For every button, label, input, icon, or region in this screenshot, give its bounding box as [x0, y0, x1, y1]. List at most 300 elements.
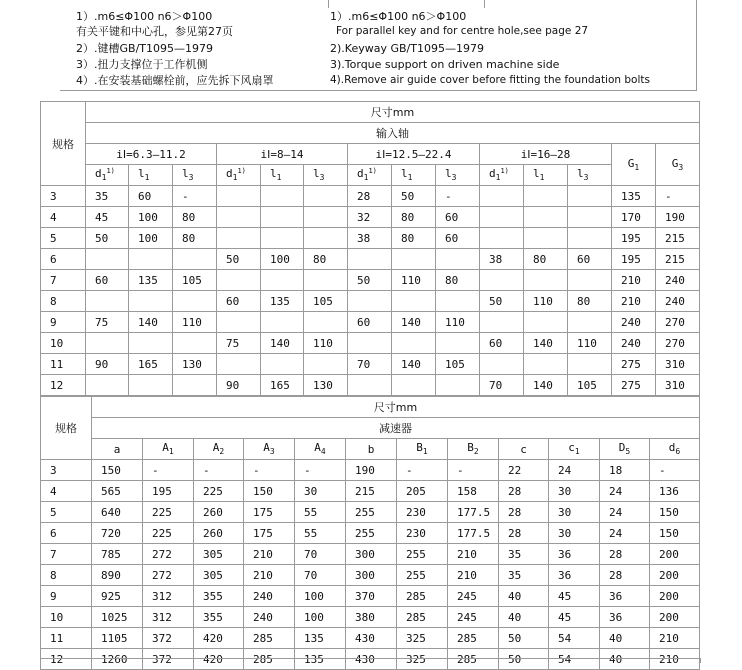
table-cell: 240 [612, 333, 656, 354]
ratio-group-header: iⅠ=6.3—11.2 [86, 144, 217, 165]
table-row [41, 249, 700, 270]
table-cell: 240 [244, 586, 295, 607]
table-cell: 24 [600, 523, 650, 544]
l3-header [436, 165, 480, 186]
row-spec: 9 [41, 586, 92, 607]
table-cell [217, 354, 261, 375]
table-cell: 785 [92, 544, 143, 565]
table-cell [304, 228, 348, 249]
table-cell [348, 375, 392, 396]
row-spec: 4 [41, 481, 92, 502]
table-cell: 245 [448, 607, 499, 628]
column-sub: 4 [320, 447, 326, 457]
table-cell [261, 186, 304, 207]
table-cell: 60 [86, 270, 129, 291]
table-cell: 54 [549, 628, 600, 649]
table-row [41, 460, 700, 481]
table-cell [480, 207, 524, 228]
d1-sup: 1) [237, 167, 246, 176]
table-cell: 255 [397, 565, 448, 586]
d1-sub: 1 [101, 173, 107, 183]
table-cell: - [650, 460, 700, 481]
table-cell [86, 291, 129, 312]
table-cell: 195 [143, 481, 194, 502]
table-cell: 275 [612, 375, 656, 396]
table-cell: 210 [650, 649, 700, 670]
l1-sub: 1 [407, 173, 413, 183]
note-en-2: 2).Keyway GB/T1095—1979 [330, 42, 484, 55]
table-cell: 90 [217, 375, 261, 396]
spec-header: 规格 [41, 102, 86, 186]
table-cell: 30 [549, 481, 600, 502]
l1-header [261, 165, 304, 186]
table-cell: - [436, 186, 480, 207]
table-cell [524, 270, 568, 291]
table-cell: 177.5 [448, 523, 499, 544]
d1-header [86, 165, 129, 186]
table-cell: 300 [346, 544, 397, 565]
table-cell: 70 [348, 354, 392, 375]
table-cell [304, 207, 348, 228]
table-cell [217, 207, 261, 228]
reducer-table [40, 396, 700, 670]
table-cell: 60 [568, 249, 612, 270]
table-cell: 50 [499, 628, 549, 649]
table-cell: 80 [568, 291, 612, 312]
column-header [295, 439, 346, 460]
table-cell: 75 [86, 312, 129, 333]
table-cell: 24 [549, 460, 600, 481]
table-row [41, 186, 700, 207]
table-cell: 30 [549, 502, 600, 523]
table-cell: 40 [600, 649, 650, 670]
table-cell: 140 [392, 312, 436, 333]
table-cell: 38 [480, 249, 524, 270]
column-sub: 5 [625, 447, 631, 457]
table-cell: 370 [346, 586, 397, 607]
table-row [41, 607, 700, 628]
table-cell: 325 [397, 628, 448, 649]
table-cell: 890 [92, 565, 143, 586]
table-cell: 60 [436, 228, 480, 249]
table-cell: 55 [295, 502, 346, 523]
note-cn-2: 2）.键槽GB/T1095—1979 [76, 42, 213, 55]
l3-main: l [445, 167, 452, 181]
table-cell: 135 [295, 628, 346, 649]
g1-sub: 1 [634, 163, 640, 173]
table-cell: 210 [244, 544, 295, 565]
d1-header [348, 165, 392, 186]
note-cn-4: 4）.在安装基础螺栓前，应先拆下风扇罩 [76, 74, 274, 87]
table-cell: 200 [650, 565, 700, 586]
l3-header [568, 165, 612, 186]
table-cell [568, 354, 612, 375]
table-cell [304, 270, 348, 291]
table-cell: 135 [612, 186, 656, 207]
table-cell: 240 [656, 291, 700, 312]
table-cell: 150 [650, 502, 700, 523]
table-row [41, 481, 700, 502]
ratio-group-header: iⅠ=12.5—22.4 [348, 144, 480, 165]
table-cell [348, 333, 392, 354]
table-cell: 140 [129, 312, 173, 333]
table-cell: 565 [92, 481, 143, 502]
table-cell: 640 [92, 502, 143, 523]
table-cell: 205 [397, 481, 448, 502]
l1-main: l [138, 167, 145, 181]
table-cell [173, 333, 217, 354]
table-cell: - [448, 460, 499, 481]
d1-sup: 1) [500, 167, 509, 176]
table-cell: 177.5 [448, 502, 499, 523]
table-row [41, 375, 700, 396]
table-cell [261, 312, 304, 333]
table-cell: 372 [143, 628, 194, 649]
table-cell: 80 [392, 207, 436, 228]
row-spec: 12 [41, 375, 86, 396]
table-cell: 28 [348, 186, 392, 207]
table-cell: 925 [92, 586, 143, 607]
table-cell: 35 [86, 186, 129, 207]
table-cell: 22 [499, 460, 549, 481]
table-cell: 50 [86, 228, 129, 249]
table-cell: 100 [129, 207, 173, 228]
table-cell: 80 [392, 228, 436, 249]
table-cell [524, 354, 568, 375]
table-cell: 355 [194, 586, 244, 607]
l1-main: l [533, 167, 540, 181]
l3-main: l [182, 167, 189, 181]
d1-sub: 1 [232, 173, 238, 183]
table-cell: 50 [348, 270, 392, 291]
table-cell [129, 375, 173, 396]
table-cell: 430 [346, 649, 397, 670]
table-cell: 18 [600, 460, 650, 481]
next-table-edge [40, 658, 701, 663]
table-cell: 240 [612, 312, 656, 333]
row-spec: 11 [41, 354, 86, 375]
column-main: a [113, 442, 121, 456]
table-cell [261, 228, 304, 249]
column-main: A [314, 441, 321, 455]
column-sub: 2 [219, 447, 225, 457]
table-cell: 100 [261, 249, 304, 270]
note-en-4: 4).Remove air guide cover before fitting the foundation bolts [330, 74, 650, 86]
table-cell [261, 207, 304, 228]
column-main: b [367, 442, 375, 456]
g3-main: G [671, 156, 679, 170]
l1-main: l [270, 167, 277, 181]
table-cell [524, 207, 568, 228]
dimension-header: 尺寸mm [86, 102, 700, 123]
table-cell [129, 333, 173, 354]
table-cell: 140 [261, 333, 304, 354]
l3-sub: 3 [319, 173, 325, 183]
table-cell: 80 [524, 249, 568, 270]
table-cell: 215 [656, 249, 700, 270]
table-cell: 110 [304, 333, 348, 354]
column-main: d [668, 441, 676, 455]
row-spec: 12 [41, 649, 92, 670]
table-cell: 60 [480, 333, 524, 354]
l1-header [524, 165, 568, 186]
table-cell: 105 [304, 291, 348, 312]
table-cell: 35 [499, 544, 549, 565]
d1-main: d [489, 167, 496, 181]
table-cell [568, 270, 612, 291]
table-cell: 110 [436, 312, 480, 333]
table-row [41, 333, 700, 354]
table-cell [392, 249, 436, 270]
column-main: c [568, 441, 575, 455]
table-cell: 215 [656, 228, 700, 249]
column-sub: 1 [422, 447, 428, 457]
l3-sub: 3 [451, 173, 457, 183]
table-row [41, 628, 700, 649]
table-cell: 38 [348, 228, 392, 249]
l3-sub: 3 [583, 173, 589, 183]
table-row [41, 291, 700, 312]
table-cell: 270 [656, 312, 700, 333]
row-spec: 11 [41, 628, 92, 649]
table-cell [524, 228, 568, 249]
table-cell: 240 [656, 270, 700, 291]
table-cell: 215 [346, 481, 397, 502]
column-main: A [263, 441, 270, 455]
column-sub: 1 [168, 447, 174, 457]
table-cell: 270 [656, 333, 700, 354]
table-cell: 28 [499, 502, 549, 523]
row-spec: 5 [41, 228, 86, 249]
table-cell: 285 [397, 586, 448, 607]
l1-main: l [401, 167, 408, 181]
table-cell: 170 [612, 207, 656, 228]
table-cell: 30 [549, 523, 600, 544]
column-header [92, 439, 143, 460]
table-cell: 210 [612, 270, 656, 291]
table-cell: 70 [295, 544, 346, 565]
table-cell: 420 [194, 628, 244, 649]
note-en-3: 3).Torque support on driven machine side [330, 58, 560, 71]
table-cell: 225 [143, 502, 194, 523]
table-cell: 285 [244, 649, 295, 670]
column-header [650, 439, 700, 460]
table-cell: 90 [86, 354, 129, 375]
table-cell [480, 270, 524, 291]
table-cell [524, 186, 568, 207]
table-cell [173, 291, 217, 312]
table-cell: 50 [480, 291, 524, 312]
table-cell: 190 [656, 207, 700, 228]
table-cell [86, 375, 129, 396]
table-cell: 355 [194, 607, 244, 628]
table-cell: 200 [650, 607, 700, 628]
table-cell: 60 [348, 312, 392, 333]
notes-divider [328, 0, 329, 8]
table-cell: 135 [129, 270, 173, 291]
note-en-1b: For parallel key and for centre hole,see page 27 [336, 25, 589, 37]
table-cell [436, 249, 480, 270]
table-cell: 310 [656, 354, 700, 375]
table-row [41, 502, 700, 523]
table-cell: 165 [129, 354, 173, 375]
row-spec: 6 [41, 523, 92, 544]
g3-sub: 3 [678, 163, 684, 173]
row-spec: 3 [41, 460, 92, 481]
table-cell: 225 [143, 523, 194, 544]
table-cell: 36 [549, 565, 600, 586]
table-cell: 245 [448, 586, 499, 607]
table-cell [480, 354, 524, 375]
table-cell: 190 [346, 460, 397, 481]
table-cell: 36 [600, 586, 650, 607]
table-cell [86, 249, 129, 270]
column-main: D [618, 441, 626, 455]
table-cell: 372 [143, 649, 194, 670]
table-cell: 60 [217, 291, 261, 312]
table-cell: 100 [129, 228, 173, 249]
table-cell [480, 312, 524, 333]
table-cell: 60 [436, 207, 480, 228]
l1-sub: 1 [276, 173, 282, 183]
table-cell: 40 [499, 586, 549, 607]
g1-header [612, 144, 656, 186]
g1-main: G [627, 156, 635, 170]
g3-header [656, 144, 700, 186]
d1-header [480, 165, 524, 186]
table-cell: 310 [656, 375, 700, 396]
table-cell [129, 249, 173, 270]
l3-header [173, 165, 217, 186]
row-spec: 7 [41, 270, 86, 291]
table-row [41, 228, 700, 249]
table-cell: 305 [194, 565, 244, 586]
table-cell: 240 [244, 607, 295, 628]
table-cell [480, 228, 524, 249]
table-cell: 70 [295, 565, 346, 586]
column-sub: 2 [473, 447, 479, 457]
table-cell: 45 [549, 586, 600, 607]
table-cell: 140 [524, 333, 568, 354]
table-cell: 200 [650, 586, 700, 607]
table-cell: 300 [346, 565, 397, 586]
table-cell: 136 [650, 481, 700, 502]
table-cell: 80 [173, 207, 217, 228]
table-cell [129, 291, 173, 312]
table-cell: 28 [600, 565, 650, 586]
column-main: B [467, 441, 474, 455]
table-cell: 36 [549, 544, 600, 565]
table-cell: 225 [194, 481, 244, 502]
input-shaft-header: 输入轴 [86, 123, 700, 144]
table-cell: 210 [244, 565, 295, 586]
table-cell: 135 [295, 649, 346, 670]
table-cell [304, 354, 348, 375]
table-cell [436, 291, 480, 312]
table-cell: 55 [295, 523, 346, 544]
note-cn-1: 1）.m6≤Φ100 n6＞Φ100 [76, 10, 213, 23]
table-cell [568, 207, 612, 228]
l1-sub: 1 [144, 173, 150, 183]
table-cell: - [244, 460, 295, 481]
d1-sup: 1) [106, 167, 115, 176]
table-cell: 275 [612, 354, 656, 375]
table-cell: 272 [143, 544, 194, 565]
row-spec: 5 [41, 502, 92, 523]
table-row [41, 270, 700, 291]
ratio-group-header: iⅠ=8—14 [217, 144, 348, 165]
table-cell: 312 [143, 586, 194, 607]
table-cell: 305 [194, 544, 244, 565]
table-cell [261, 354, 304, 375]
table-row [41, 207, 700, 228]
row-spec: 3 [41, 186, 86, 207]
table-cell: 54 [549, 649, 600, 670]
table-cell: 28 [499, 523, 549, 544]
note-en-1: 1）.m6≤Φ100 n6＞Φ100 [330, 10, 467, 23]
table-cell: 24 [600, 502, 650, 523]
row-spec: 10 [41, 607, 92, 628]
table-cell [392, 333, 436, 354]
table-cell [568, 312, 612, 333]
table-cell: 255 [346, 523, 397, 544]
table-cell: 285 [448, 649, 499, 670]
table-cell: 195 [612, 228, 656, 249]
table-cell: 24 [600, 481, 650, 502]
table-cell: 60 [129, 186, 173, 207]
table-cell: 210 [448, 544, 499, 565]
table-cell [217, 186, 261, 207]
table-cell: 195 [612, 249, 656, 270]
table-cell: 1260 [92, 649, 143, 670]
table-cell [436, 333, 480, 354]
table-cell [86, 333, 129, 354]
column-main: A [162, 441, 169, 455]
row-spec: 8 [41, 565, 92, 586]
table-cell: 158 [448, 481, 499, 502]
table-cell: 110 [173, 312, 217, 333]
table-cell: - [397, 460, 448, 481]
table-cell: 40 [600, 628, 650, 649]
table-row [41, 544, 700, 565]
table-cell: 325 [397, 649, 448, 670]
table-cell: 150 [650, 523, 700, 544]
d1-sup: 1) [368, 167, 377, 176]
column-header [448, 439, 499, 460]
l3-main: l [313, 167, 320, 181]
table-cell [568, 186, 612, 207]
table-cell: 1025 [92, 607, 143, 628]
table-cell: 210 [650, 628, 700, 649]
table-cell: 105 [173, 270, 217, 291]
l1-sub: 1 [539, 173, 545, 183]
table-cell: 80 [436, 270, 480, 291]
table-cell [217, 228, 261, 249]
table-cell: 30 [295, 481, 346, 502]
table-cell: 100 [295, 607, 346, 628]
table-cell: - [656, 186, 700, 207]
reducer-header: 减速器 [92, 418, 700, 439]
table-cell: 150 [244, 481, 295, 502]
table-cell [436, 375, 480, 396]
table-cell [217, 270, 261, 291]
d1-header [217, 165, 261, 186]
table-cell: 285 [397, 607, 448, 628]
l1-header [392, 165, 436, 186]
table-cell: 80 [304, 249, 348, 270]
column-sub: 3 [269, 447, 275, 457]
table-cell: 140 [524, 375, 568, 396]
